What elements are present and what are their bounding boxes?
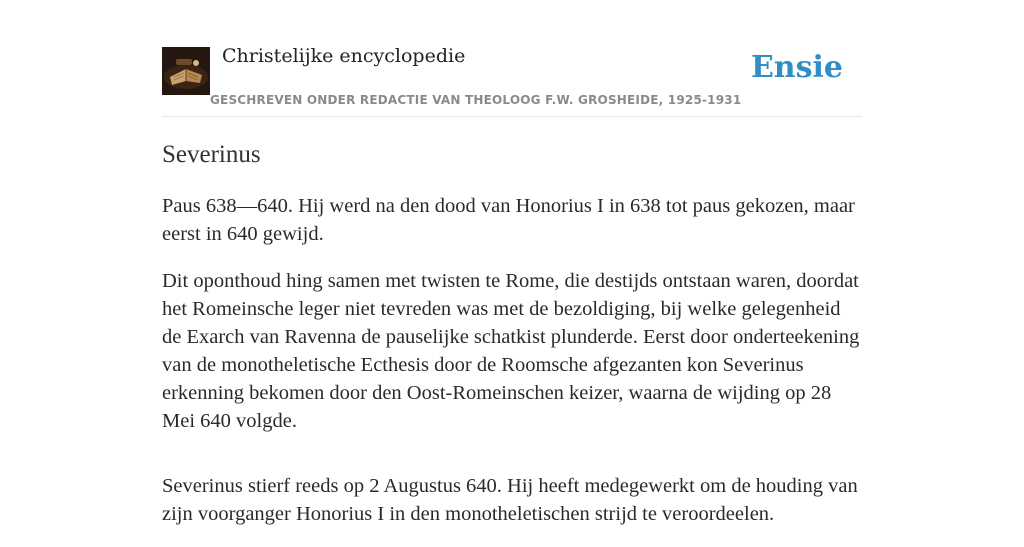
article-body — [162, 192, 862, 547]
article-paragraph: Severinus stierf reeds op 2 Augustus 640. Hij heeft medegewerkt om de houding van zijn voorganger Honorius I in den monotheletischen strijd te veroordeelen. — [162, 475, 858, 525]
site-title-link[interactable]: Christelijke encyclopedie — [222, 45, 466, 67]
article-paragraph: Dit oponthoud hing samen met twisten te Rome, die destijds ontstaan waren, doordat het Romeinsche leger niet tevreden was met de bezoldiging, bij welke gelegenheid de Exarch van Ravenna de pauselijke schatkist plunderde. Eerst door onderteekening van de monotheletische Ecthesis door de Roomsche afgezanten kon Severinus erkenning bekomen door den Oost-Romeinschen keizer, waarna de wijding op 28 Mei 640 volgde. — [162, 270, 860, 432]
article-paragraph: Paus 638—640. Hij werd na den dood van Honorius I in 638 tot paus gekozen, maar eerst in 640 gewijd. — [162, 195, 855, 245]
ensie-logo[interactable]: Ensie — [750, 50, 843, 85]
site-subtitle: GESCHREVEN ONDER REDACTIE VAN THEOLOOG F.W. GROSHEIDE, 1925-1931 — [210, 93, 742, 107]
site-header — [162, 0, 862, 117]
article-title: Severinus — [162, 141, 261, 168]
content-container — [162, 0, 862, 525]
open-book-icon[interactable] — [162, 47, 210, 95]
